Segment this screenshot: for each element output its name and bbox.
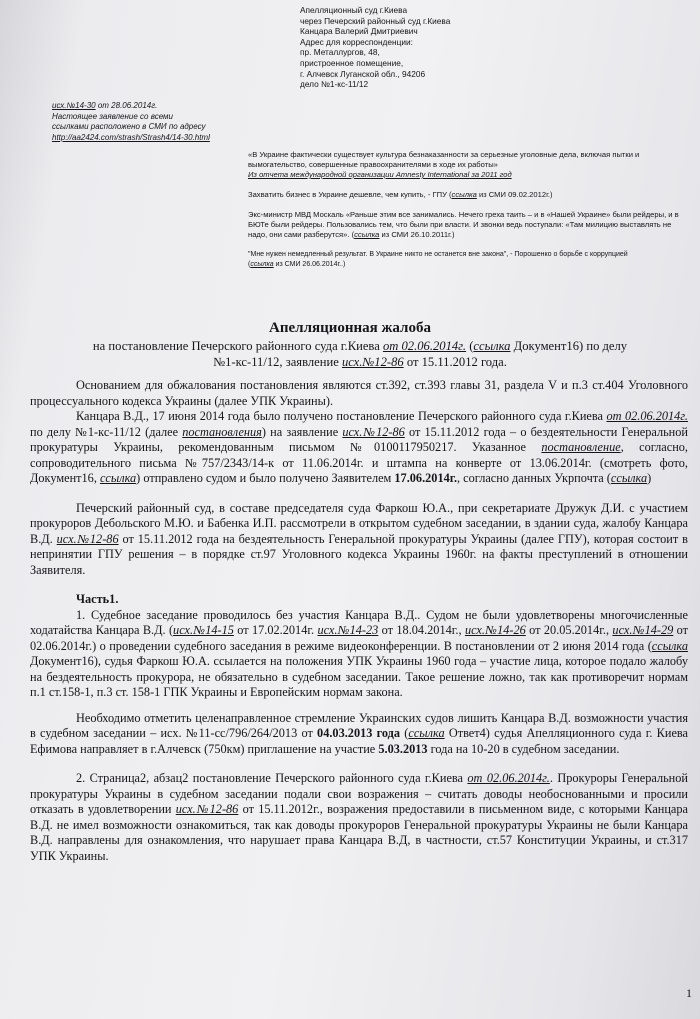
outgoing-number[interactable]: исх.№14-30 bbox=[52, 101, 96, 110]
quote-moskal: Экс-министр МВД Москаль «Раньше этим все занимались. Нечего греха таить – и в «Нашей Украине» были рейдеры, и в БЮТе были рейдеры. Пользовались тем, что были при власти. И звонки ведь поступали: «Там милицию выставлять не надо, они сами разберутся». (ссылка из СМИ 26.10.2011г.) bbox=[248, 210, 679, 239]
document-subtitle: на постановление Печерского районного суда г.Киева от 02.06.2014г. (ссылка Документ16) по делу №1-кс-11/12, заявление исх.№12-86 от 15.11.2012 года. bbox=[92, 339, 628, 369]
paragraph-part1: 1. Судебное заседание проводилось без участия Канцара В.Д.. Судом не были удовлетворены многочисленные ходатайства Канцара В.Д. (исх.№14-15 от 17.02.2014г. исх.№14-23 от 18.04.2014г., исх.№14-26 от 20.05.2014г., исх.№14-29 от 02.06.2014г.) о проведении судебного заседания в режиме видеоконференции. В постановлении от 2 июня 2014 года (ссылка Документ16), судья Фаркош Ю.А. ссылается на положения УПК Украины 1960 года – участие лица, которое подало жалобу на бездеятельность прокурора, не обязательно в судебном заседании. Такое решение ложно, так как противоречит нормам п.1 ст.158-1, п.3 ст. 158-1 ГПК Украины и Европейским нормам закона. bbox=[30, 607, 689, 699]
paragraph-grounds: Основанием для обжалования постановления являются ст.392, ст.393 главы 31, раздела V и п.3 ст.404 Уголовного процессуального кодекса Украины (далее УПК Украины). bbox=[30, 378, 688, 408]
source-link[interactable]: ссылка bbox=[651, 638, 688, 653]
source-link[interactable]: ссылка bbox=[451, 190, 477, 199]
page-number: 1 bbox=[686, 986, 692, 1000]
section-heading: Часть1. bbox=[76, 592, 119, 606]
reference-note: ссылками расположено в СМИ по адресу bbox=[52, 122, 206, 131]
outgoing-date: от 28.06.2014г. bbox=[95, 101, 158, 110]
addressee-block bbox=[300, 5, 450, 90]
paragraph-court: Печерский районный суд, в составе председателя суда Фаркош Ю.А., при секретариате Дружук Д.И. с участием прокуроров Дебольского М.Ю. и Бабенка И.П. рассмотрели в открытом судебном заседании, в здании суда, жалобу Канцара В.Д. исх.№12-86 от 15.11.2012 года на бездеятельность Генеральной прокуратуры Украины (далее ГПУ), которая состоит в непринятии ГПУ решения – в порядке ст.97 Уголовного кодекса Украины 1960г. на факты преступлений в отношении Заявителя. bbox=[30, 500, 688, 577]
outgoing-reference bbox=[52, 101, 210, 143]
source-link[interactable]: ссылка bbox=[473, 339, 511, 353]
quote-poroshenko: "Мне нужен немедленный результат. В Украине никто не останется вне закона", - Порошенко о борьбе с коррупцией (ссылка из СМИ 26.06.2014г..) bbox=[248, 251, 628, 268]
source-link[interactable]: ссылка bbox=[354, 230, 380, 239]
application-number[interactable]: исх.№12-86 bbox=[341, 355, 404, 369]
source-link[interactable]: ссылка bbox=[408, 726, 445, 740]
reference-url-link[interactable]: http://aa2424.com/strash/Strash4/14-30.html bbox=[52, 132, 210, 142]
epigraph-quotes bbox=[248, 150, 688, 280]
address-line: Адрес для корреспонденции: bbox=[300, 36, 413, 47]
address-line: пристроенное помещение, bbox=[300, 57, 404, 68]
document-body bbox=[30, 378, 688, 864]
address-line: пр. Металлургов, 48, bbox=[300, 47, 380, 58]
quote-amnesty: «В Украине фактически существует культура безнаказанности за серьезные уголовные дела, включая пытки и вымогательство, совершенные правоохранителями в ходе их работы» Из отчета международной организации Amnesty International за 2011 год bbox=[248, 150, 640, 179]
address-line: г. Алчевск Луганской обл., 94206 bbox=[300, 68, 426, 79]
quote-gpu: Захватить бизнес в Украине дешевле, чем купить, - ГПУ (ссылка из СМИ 09.02.2012г.) bbox=[248, 190, 553, 199]
reference-note: Настоящее заявление со всеми bbox=[52, 111, 173, 121]
paragraph-note: Необходимо отметить целенаправленное стремление Украинских судов лишить Канцара В.Д. возможности участия в судебном заседании – исх. №11-сс/796/264/2013 от 04.03.2013 года (ссылка Ответ4) судья Апелляционного суда г. Киева Ефимова направляет в г.Алчевск (750км) приглашение на участие 5.03.2013 года на 10-20 в судебном заседании. bbox=[30, 710, 689, 756]
source-link[interactable]: ссылка bbox=[99, 471, 137, 485]
quote-source: Из отчета международной организации Amnesty International за 2011 год bbox=[248, 170, 512, 179]
paragraph-part2: 2. Страница2, абзац2 постановление Печерского районного суда г.Киева от 02.06.2014г.. Прокуроры Генеральной прокуратуры Украины в судебном заседании подали свои возражения – считать доводы необоснованными и просили отказать в удовлетворении исх.№12-86 от 15.11.2012г., возражения предоставили в письменном виде, с которыми Канцара В.Д. не имел возможности ознакомиться, так как доводы прокуроров Генеральной прокуратуры Украины не были Канцара В.Д. направлены для ознакомления, что нарушает права Канцара В.Д, в частности, ст.57 Конституции Украины, и ст.317 УПК Украины. bbox=[30, 771, 688, 863]
decision-date: от 02.06.2014г. bbox=[382, 339, 467, 353]
paragraph-receipt: Канцара В.Д., 17 июня 2014 года было получено постановление Печерского районного суда г.Киева от 02.06.2014г. по делу №1-кс-11/12 (далее постановления) на заявление исх.№12-86 от 15.11.2012 года – о бездеятельности Генеральной прокуратуры Украины, рекомендованным письмом №0100117950217. Указанное постановление, согласно, сопроводительного письма №757/2343/14-к от 11.06.2014г. и штампа на конверте от 13.06.2014г. (смотреть фото, Документ16, ссылка) отправлено судом и было получено Заявителем 17.06.2014г., согласно данных Укрпочта (ссылка) bbox=[30, 409, 689, 485]
source-link[interactable]: ссылка bbox=[610, 471, 648, 485]
address-line: Апелляционный суд г.Киева bbox=[300, 5, 408, 15]
document-title: Апелляционная жалоба bbox=[269, 320, 431, 336]
address-line: дело №1-кс-11/12 bbox=[300, 79, 369, 90]
address-line: через Печерский районный суд г.Киева bbox=[300, 15, 451, 26]
source-link[interactable]: ссылка bbox=[250, 261, 274, 268]
address-line: Канцара Валерий Дмитриевич bbox=[300, 26, 418, 37]
